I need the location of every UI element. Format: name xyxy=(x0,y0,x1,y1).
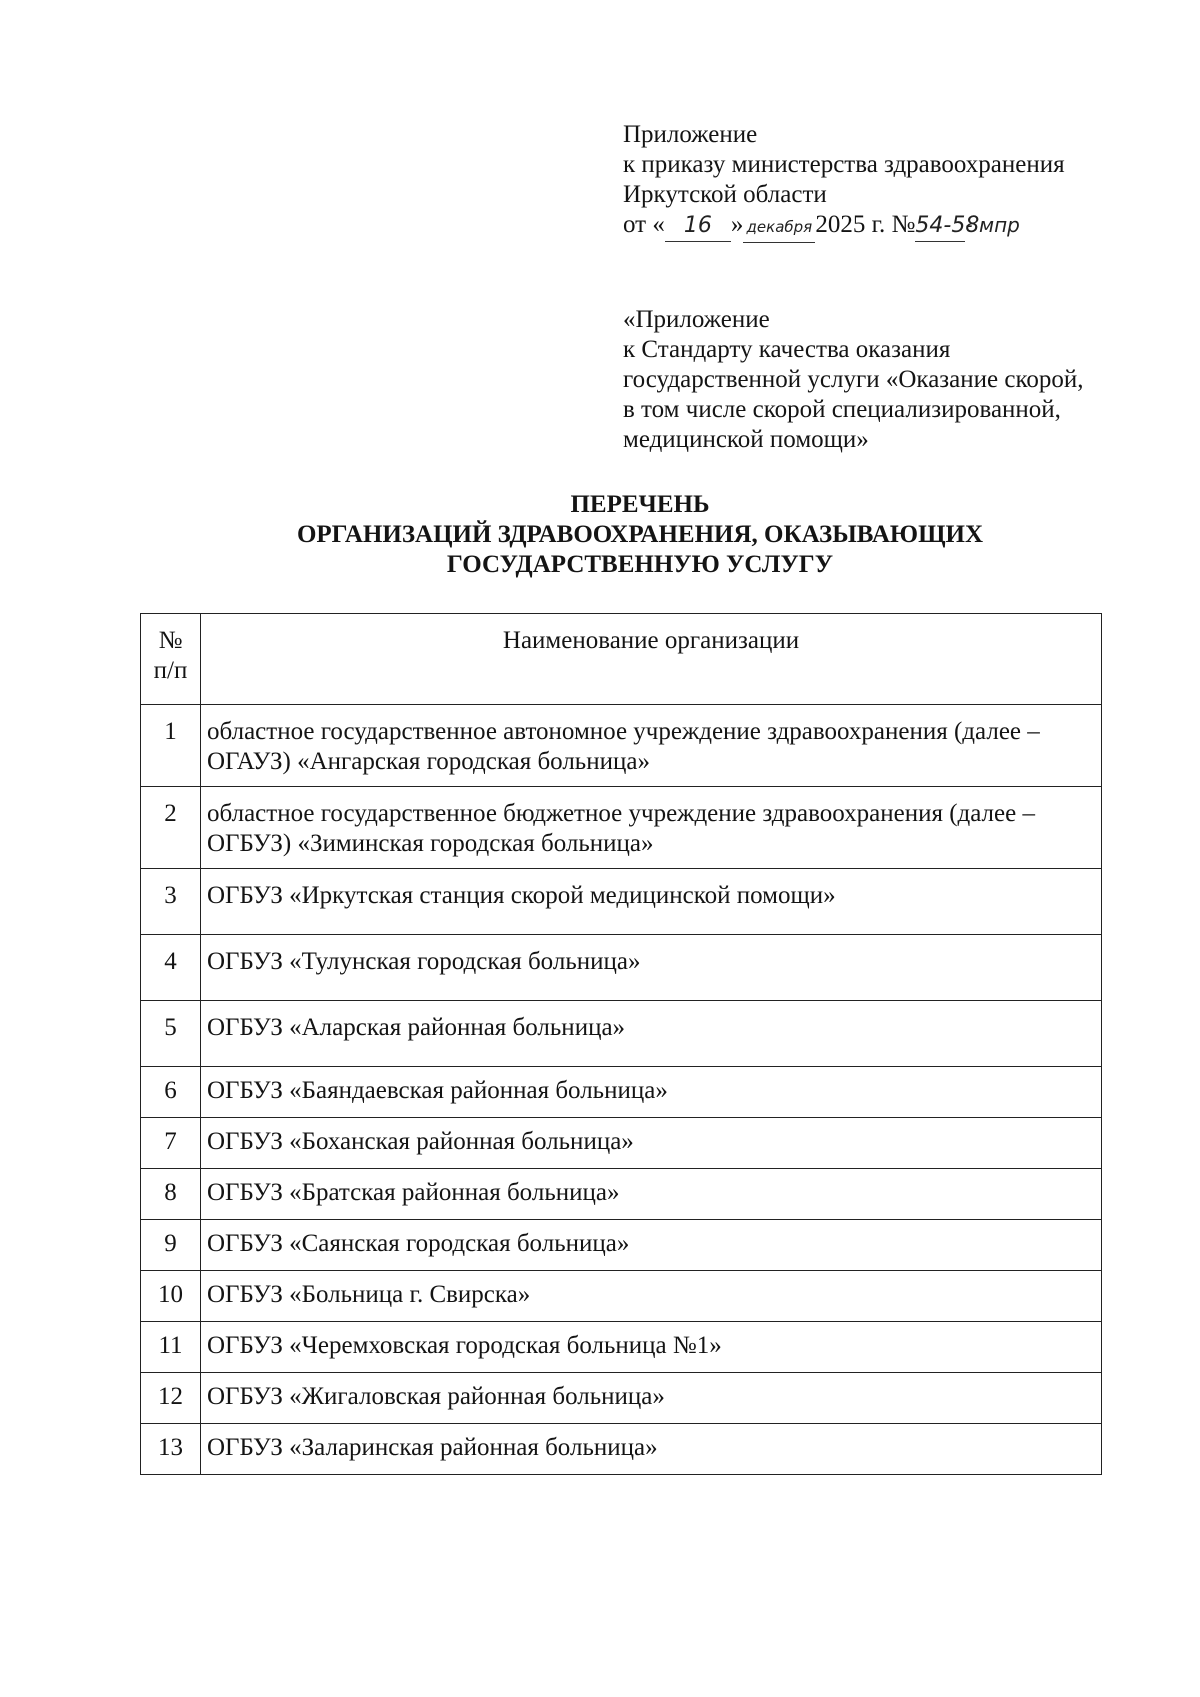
table-row xyxy=(141,1067,1102,1118)
row-name: ОГБУЗ «Иркутская станция скорой медицинской помощи» xyxy=(201,869,1102,935)
row-num: 13 xyxy=(141,1424,201,1475)
row-num: 5 xyxy=(141,1001,201,1067)
table-row xyxy=(141,1424,1102,1475)
organizations-table xyxy=(140,613,1102,1475)
header-num-line-2: п/п xyxy=(153,657,188,684)
row-name: ОГБУЗ «Жигаловская районная больница» xyxy=(201,1373,1102,1424)
appendix-line: в том числе скорой специализированной, xyxy=(623,396,1061,423)
row-name: ОГБУЗ «Боханская районная больница» xyxy=(201,1118,1102,1169)
row-num: 1 xyxy=(141,705,201,787)
row-name: областное государственное автономное учреждение здравоохранения (далее – ОГАУЗ) «Ангарская городская больница» xyxy=(201,705,1102,787)
table-row xyxy=(141,935,1102,1001)
title-line-2: ОРГАНИЗАЦИЙ ЗДРАВООХРАНЕНИЯ, ОКАЗЫВАЮЩИХ xyxy=(296,521,984,548)
row-num: 10 xyxy=(141,1271,201,1322)
table-row xyxy=(141,787,1102,869)
row-name: ОГБУЗ «Тулунская городская больница» xyxy=(201,935,1102,1001)
row-num: 9 xyxy=(141,1220,201,1271)
handwritten-month: декабря xyxy=(743,212,815,243)
row-name: ОГБУЗ «Больница г. Свирска» xyxy=(201,1271,1102,1322)
header-num xyxy=(141,614,201,705)
header-name: Наименование организации xyxy=(201,614,1102,705)
handwritten-order-number: 54-58 xyxy=(915,211,965,242)
document-title xyxy=(140,490,1140,580)
row-name: ОГБУЗ «Братская районная больница» xyxy=(201,1169,1102,1220)
table-row xyxy=(141,1169,1102,1220)
row-num: 3 xyxy=(141,869,201,935)
table-row xyxy=(141,1322,1102,1373)
year-text: 2025 г. № xyxy=(815,211,916,238)
row-name: ОГБУЗ «Саянская городская больница» xyxy=(201,1220,1102,1271)
row-num: 11 xyxy=(141,1322,201,1373)
handwritten-order-suffix: - мпр xyxy=(965,213,1020,237)
table-row xyxy=(141,705,1102,787)
row-name: ОГБУЗ «Баяндаевская районная больница» xyxy=(201,1067,1102,1118)
date-mid: » xyxy=(730,211,744,238)
row-num: 4 xyxy=(141,935,201,1001)
table-row xyxy=(141,1118,1102,1169)
row-num: 2 xyxy=(141,787,201,869)
approval-line-2: к приказу министерства здравоохранения xyxy=(623,151,1065,178)
row-num: 6 xyxy=(141,1067,201,1118)
row-name: областное государственное бюджетное учреждение здравоохранения (далее – ОГБУЗ) «Зиминская городская больница» xyxy=(201,787,1102,869)
table-row xyxy=(141,1271,1102,1322)
appendix-line: к Стандарту качества оказания xyxy=(623,336,951,363)
table-row xyxy=(141,1373,1102,1424)
date-prefix: от « xyxy=(623,211,665,238)
row-num: 12 xyxy=(141,1373,201,1424)
appendix-block xyxy=(623,305,1163,455)
appendix-line: медицинской помощи» xyxy=(623,426,869,453)
header-num-line-1: № xyxy=(158,627,183,654)
title-line-3: ГОСУДАРСТВЕННУЮ УСЛУГУ xyxy=(446,551,834,578)
appendix-line: государственной услуги «Оказание скорой, xyxy=(623,366,1084,393)
table-header-row xyxy=(141,614,1102,705)
approval-line-1: Приложение xyxy=(623,121,758,148)
approval-date-line xyxy=(623,210,1163,243)
approval-block xyxy=(623,120,1163,243)
row-name: ОГБУЗ «Черемховская городская больница №1» xyxy=(201,1322,1102,1373)
approval-line-3: Иркутской области xyxy=(623,181,827,208)
table-row xyxy=(141,1001,1102,1067)
row-name: ОГБУЗ «Заларинская районная больница» xyxy=(201,1424,1102,1475)
table-row xyxy=(141,1220,1102,1271)
title-line-1: ПЕРЕЧЕНЬ xyxy=(570,491,710,518)
row-name: ОГБУЗ «Аларская районная больница» xyxy=(201,1001,1102,1067)
handwritten-day: 16 xyxy=(665,211,731,242)
row-num: 7 xyxy=(141,1118,201,1169)
appendix-line: «Приложение xyxy=(623,306,770,333)
table-row xyxy=(141,869,1102,935)
row-num: 8 xyxy=(141,1169,201,1220)
